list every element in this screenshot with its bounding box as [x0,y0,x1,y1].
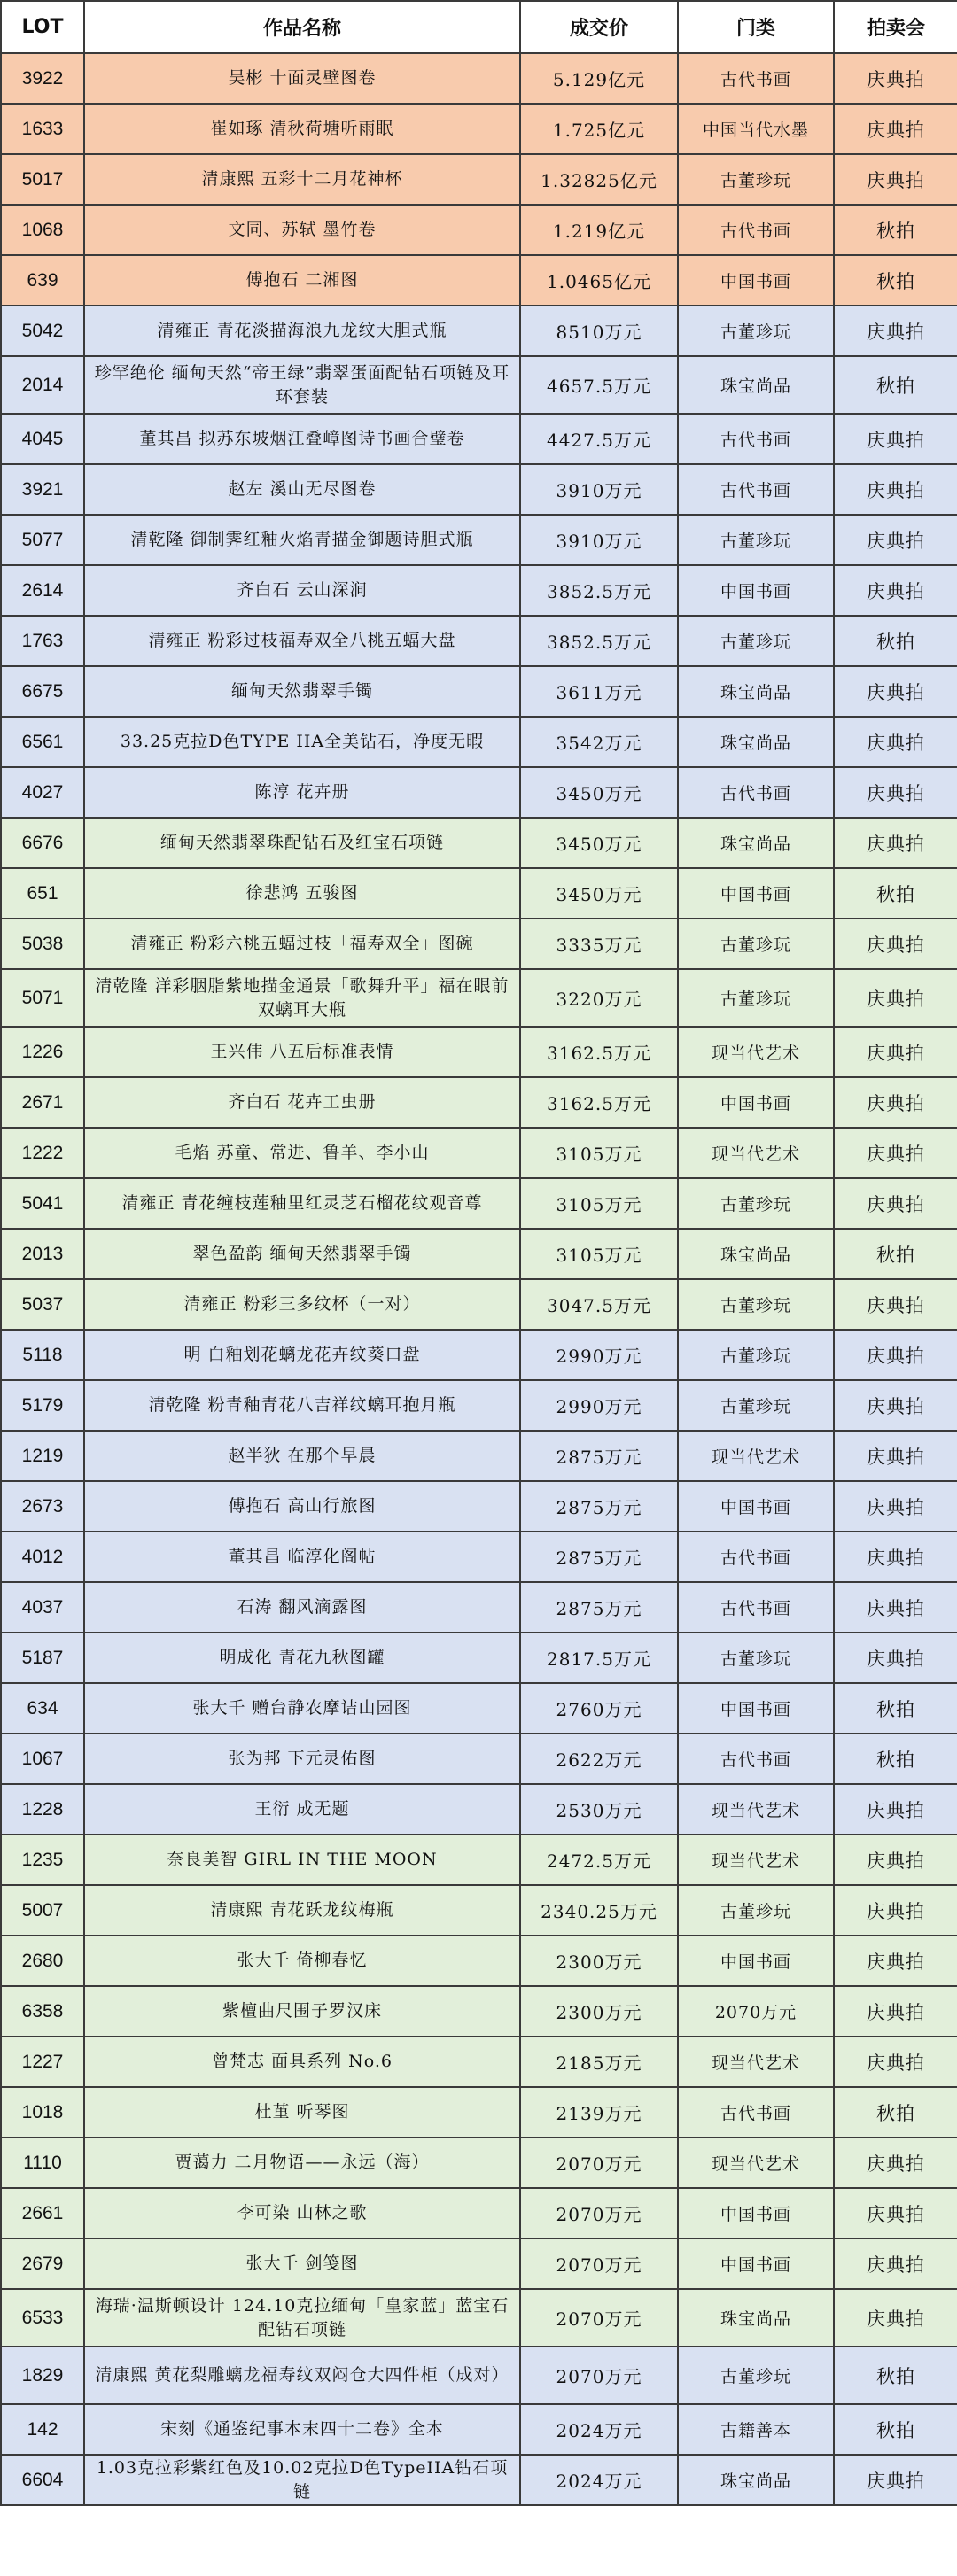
cell-session: 庆典拍 [834,1027,957,1077]
table-row [1,1936,957,1986]
cell-category: 珠宝尚品 [678,2455,834,2505]
table-body [1,53,957,2505]
cell-lot: 4012 [1,1532,84,1582]
cell-session: 庆典拍 [834,154,957,205]
cell-lot: 4027 [1,767,84,818]
cell-session: 庆典拍 [834,1582,957,1633]
cell-lot: 651 [1,868,84,919]
cell-category: 中国书画 [678,1481,834,1532]
header-name: 作品名称 [84,1,520,53]
cell-session: 庆典拍 [834,2289,957,2347]
cell-price: 1.219亿元 [520,205,678,255]
cell-name: 傅抱石 高山行旅图 [84,1481,520,1532]
cell-session: 秋拍 [834,868,957,919]
cell-name: 文同、苏轼 墨竹卷 [84,205,520,255]
cell-category: 中国书画 [678,1077,834,1128]
cell-name: 张大千 剑笺图 [84,2238,520,2289]
cell-name: 贾蔼力 二月物语——永远（海） [84,2138,520,2188]
cell-price: 3105万元 [520,1128,678,1178]
cell-lot: 1222 [1,1128,84,1178]
cell-price: 2070万元 [520,2238,678,2289]
cell-lot: 6676 [1,818,84,868]
cell-lot: 1228 [1,1784,84,1835]
cell-category: 古代书画 [678,464,834,515]
cell-session: 庆典拍 [834,2037,957,2087]
cell-category: 中国书画 [678,2188,834,2238]
cell-session: 秋拍 [834,1683,957,1734]
cell-name: 缅甸天然翡翠珠配钻石及红宝石项链 [84,818,520,868]
cell-category: 古代书画 [678,1532,834,1582]
cell-price: 2875万元 [520,1532,678,1582]
cell-lot: 4045 [1,414,84,464]
table-row [1,1582,957,1633]
cell-name: 李可染 山林之歌 [84,2188,520,2238]
cell-category: 古董珍玩 [678,919,834,969]
cell-price: 3162.5万元 [520,1027,678,1077]
cell-name: 清康熙 青花跃龙纹梅瓶 [84,1885,520,1936]
header-price: 成交价 [520,1,678,53]
cell-price: 2300万元 [520,1986,678,2037]
cell-category: 珠宝尚品 [678,666,834,717]
table-header-row [1,1,957,53]
cell-lot: 1227 [1,2037,84,2087]
cell-category: 现当代艺术 [678,1027,834,1077]
cell-price: 2875万元 [520,1582,678,1633]
cell-lot: 6533 [1,2289,84,2347]
table-row [1,616,957,666]
cell-lot: 2014 [1,356,84,414]
cell-price: 2817.5万元 [520,1633,678,1683]
cell-category: 古董珍玩 [678,154,834,205]
table-row [1,154,957,205]
cell-session: 庆典拍 [834,2188,957,2238]
table-row [1,1532,957,1582]
cell-lot: 1219 [1,1431,84,1481]
cell-session: 秋拍 [834,205,957,255]
cell-session: 庆典拍 [834,414,957,464]
table-row [1,104,957,154]
cell-price: 3852.5万元 [520,616,678,666]
cell-lot: 1068 [1,205,84,255]
cell-category: 古代书画 [678,1582,834,1633]
cell-price: 2990万元 [520,1330,678,1380]
cell-session: 庆典拍 [834,1279,957,1330]
cell-category: 现当代艺术 [678,1431,834,1481]
cell-category: 中国书画 [678,1936,834,1986]
table-row [1,1633,957,1683]
cell-name: 董其昌 拟苏东坡烟江叠嶂图诗书画合璧卷 [84,414,520,464]
cell-lot: 5118 [1,1330,84,1380]
cell-price: 3105万元 [520,1178,678,1229]
cell-name: 清雍正 粉彩六桃五蝠过枝「福寿双全」图碗 [84,919,520,969]
header-lot: LOT [1,1,84,53]
table-row [1,2455,957,2505]
cell-lot: 4037 [1,1582,84,1633]
cell-session: 庆典拍 [834,666,957,717]
cell-name: 1.03克拉彩紫红色及10.02克拉D色TypeIIA钻石项链 [84,2455,520,2505]
cell-session: 庆典拍 [834,2238,957,2289]
cell-category: 中国当代水墨 [678,104,834,154]
cell-category: 古董珍玩 [678,1330,834,1380]
table-row [1,2289,957,2347]
cell-name: 张大千 赠台静农摩诘山园图 [84,1683,520,1734]
table-row [1,1027,957,1077]
cell-session: 庆典拍 [834,1784,957,1835]
cell-category: 古董珍玩 [678,969,834,1027]
cell-category: 2070万元 [678,1986,834,2037]
cell-name: 张为邦 下元灵佑图 [84,1734,520,1784]
table-row [1,2037,957,2087]
cell-session: 庆典拍 [834,464,957,515]
cell-category: 珠宝尚品 [678,717,834,767]
cell-lot: 5037 [1,1279,84,1330]
cell-lot: 5077 [1,515,84,565]
cell-category: 古董珍玩 [678,515,834,565]
cell-category: 古董珍玩 [678,1279,834,1330]
cell-price: 5.129亿元 [520,53,678,104]
cell-session: 庆典拍 [834,306,957,356]
cell-lot: 2673 [1,1481,84,1532]
cell-name: 毛焰 苏童、常进、鲁羊、李小山 [84,1128,520,1178]
table-row [1,1279,957,1330]
cell-category: 古代书画 [678,414,834,464]
cell-name: 宋刻《通鉴纪事本末四十二卷》全本 [84,2404,520,2455]
table-row [1,2138,957,2188]
table-row [1,717,957,767]
cell-category: 现当代艺术 [678,1835,834,1885]
table-row [1,919,957,969]
cell-session: 庆典拍 [834,1986,957,2037]
cell-name: 崔如琢 清秋荷塘听雨眠 [84,104,520,154]
cell-price: 3910万元 [520,515,678,565]
cell-name: 33.25克拉D色TYPE IIA全美钻石，净度无暇 [84,717,520,767]
cell-price: 3105万元 [520,1229,678,1279]
cell-lot: 142 [1,2404,84,2455]
cell-name: 董其昌 临淳化阁帖 [84,1532,520,1582]
cell-name: 翠色盈韵 缅甸天然翡翠手镯 [84,1229,520,1279]
cell-session: 庆典拍 [834,104,957,154]
cell-category: 古代书画 [678,767,834,818]
cell-session: 庆典拍 [834,1481,957,1532]
cell-category: 古代书画 [678,53,834,104]
cell-price: 2530万元 [520,1784,678,1835]
cell-session: 庆典拍 [834,1077,957,1128]
cell-lot: 1226 [1,1027,84,1077]
cell-price: 8510万元 [520,306,678,356]
cell-lot: 1633 [1,104,84,154]
cell-price: 3047.5万元 [520,1279,678,1330]
cell-session: 庆典拍 [834,1936,957,1986]
cell-price: 1.0465亿元 [520,255,678,306]
table-row [1,868,957,919]
cell-session: 庆典拍 [834,969,957,1027]
cell-price: 3450万元 [520,868,678,919]
cell-price: 2070万元 [520,2347,678,2404]
cell-session: 庆典拍 [834,1885,957,1936]
cell-name: 珍罕绝伦 缅甸天然“帝王绿”翡翠蛋面配钻石项链及耳环套装 [84,356,520,414]
cell-price: 2760万元 [520,1683,678,1734]
cell-lot: 6675 [1,666,84,717]
cell-session: 庆典拍 [834,1178,957,1229]
cell-name: 明成化 青花九秋图罐 [84,1633,520,1683]
cell-name: 陈淳 花卉册 [84,767,520,818]
cell-lot: 634 [1,1683,84,1734]
cell-session: 秋拍 [834,1229,957,1279]
cell-lot: 639 [1,255,84,306]
cell-session: 庆典拍 [834,1835,957,1885]
cell-category: 珠宝尚品 [678,818,834,868]
cell-price: 2622万元 [520,1734,678,1784]
cell-session: 秋拍 [834,255,957,306]
cell-session: 庆典拍 [834,2455,957,2505]
cell-lot: 2013 [1,1229,84,1279]
cell-category: 现当代艺术 [678,2037,834,2087]
cell-category: 古籍善本 [678,2404,834,2455]
cell-name: 石涛 翻风滴露图 [84,1582,520,1633]
table-row [1,1077,957,1128]
cell-lot: 2680 [1,1936,84,1986]
cell-session: 庆典拍 [834,919,957,969]
cell-price: 2990万元 [520,1380,678,1431]
cell-category: 古代书画 [678,2087,834,2138]
cell-name: 清雍正 粉彩三多纹杯（一对） [84,1279,520,1330]
table-row [1,1330,957,1380]
cell-category: 古董珍玩 [678,2347,834,2404]
cell-lot: 1235 [1,1835,84,1885]
cell-name: 清康熙 黄花梨雕螭龙福寿纹双闷仓大四件柜（成对） [84,2347,520,2404]
cell-category: 中国书画 [678,565,834,616]
cell-price: 2024万元 [520,2455,678,2505]
cell-lot: 5187 [1,1633,84,1683]
cell-category: 珠宝尚品 [678,2289,834,2347]
cell-lot: 1829 [1,2347,84,2404]
cell-category: 古董珍玩 [678,1633,834,1683]
cell-name: 奈良美智 GIRL IN THE MOON [84,1835,520,1885]
cell-lot: 6604 [1,2455,84,2505]
cell-category: 古董珍玩 [678,1178,834,1229]
cell-price: 3450万元 [520,767,678,818]
cell-category: 现当代艺术 [678,1784,834,1835]
cell-lot: 2671 [1,1077,84,1128]
cell-price: 3542万元 [520,717,678,767]
cell-lot: 5017 [1,154,84,205]
cell-name: 清雍正 粉彩过枝福寿双全八桃五蝠大盘 [84,616,520,666]
cell-category: 现当代艺术 [678,2138,834,2188]
table-row [1,205,957,255]
cell-name: 杜堇 听琴图 [84,2087,520,2138]
cell-session: 庆典拍 [834,1330,957,1380]
cell-name: 清雍正 青花淡描海浪九龙纹大胆式瓶 [84,306,520,356]
table-row [1,1229,957,1279]
cell-lot: 2679 [1,2238,84,2289]
cell-name: 清乾隆 御制霁红釉火焰青描金御题诗胆式瓶 [84,515,520,565]
cell-lot: 2661 [1,2188,84,2238]
table-row [1,255,957,306]
cell-name: 赵左 溪山无尽图卷 [84,464,520,515]
cell-lot: 1763 [1,616,84,666]
cell-session: 庆典拍 [834,818,957,868]
cell-name: 吴彬 十面灵壁图卷 [84,53,520,104]
cell-name: 清康熙 五彩十二月花神杯 [84,154,520,205]
cell-lot: 5007 [1,1885,84,1936]
cell-price: 2070万元 [520,2138,678,2188]
cell-price: 4427.5万元 [520,414,678,464]
cell-price: 2875万元 [520,1481,678,1532]
cell-category: 古董珍玩 [678,616,834,666]
table-row [1,969,957,1027]
table-row [1,515,957,565]
cell-price: 3611万元 [520,666,678,717]
cell-category: 中国书画 [678,1683,834,1734]
cell-name: 紫檀曲尺围子罗汉床 [84,1986,520,2037]
cell-price: 2875万元 [520,1431,678,1481]
cell-price: 2340.25万元 [520,1885,678,1936]
cell-name: 王兴伟 八五后标准表情 [84,1027,520,1077]
table-row [1,1380,957,1431]
cell-category: 中国书画 [678,2238,834,2289]
cell-session: 庆典拍 [834,1431,957,1481]
cell-session: 秋拍 [834,616,957,666]
table-row [1,306,957,356]
cell-price: 4657.5万元 [520,356,678,414]
cell-session: 秋拍 [834,356,957,414]
header-category: 门类 [678,1,834,53]
cell-name: 赵半狄 在那个早晨 [84,1431,520,1481]
table-row [1,2188,957,2238]
cell-lot: 5071 [1,969,84,1027]
cell-name: 齐白石 云山深涧 [84,565,520,616]
cell-category: 古董珍玩 [678,1380,834,1431]
table-row [1,1178,957,1229]
table-row [1,464,957,515]
cell-lot: 3922 [1,53,84,104]
cell-name: 曾梵志 面具系列 No.6 [84,2037,520,2087]
cell-session: 庆典拍 [834,1380,957,1431]
cell-category: 古代书画 [678,205,834,255]
table-row [1,2404,957,2455]
cell-price: 2300万元 [520,1936,678,1986]
cell-price: 3910万元 [520,464,678,515]
table-row [1,2347,957,2404]
cell-name: 缅甸天然翡翠手镯 [84,666,520,717]
cell-lot: 6358 [1,1986,84,2037]
cell-name: 明 白釉划花螭龙花卉纹葵口盘 [84,1330,520,1380]
cell-name: 张大千 倚柳春忆 [84,1936,520,1986]
cell-session: 庆典拍 [834,2138,957,2188]
cell-lot: 5179 [1,1380,84,1431]
cell-price: 3852.5万元 [520,565,678,616]
cell-price: 2472.5万元 [520,1835,678,1885]
cell-price: 1.725亿元 [520,104,678,154]
cell-category: 古董珍玩 [678,306,834,356]
cell-lot: 5041 [1,1178,84,1229]
cell-price: 3162.5万元 [520,1077,678,1128]
table-row [1,1885,957,1936]
header-session: 拍卖会 [834,1,957,53]
table-row [1,1431,957,1481]
cell-category: 中国书画 [678,868,834,919]
table-row [1,818,957,868]
table-row [1,414,957,464]
table-row [1,1734,957,1784]
cell-price: 2070万元 [520,2289,678,2347]
cell-session: 秋拍 [834,2404,957,2455]
cell-name: 清雍正 青花缠枝莲釉里红灵芝石榴花纹观音尊 [84,1178,520,1229]
cell-category: 古董珍玩 [678,1885,834,1936]
cell-session: 庆典拍 [834,767,957,818]
cell-price: 2024万元 [520,2404,678,2455]
cell-lot: 1110 [1,2138,84,2188]
cell-category: 古代书画 [678,1734,834,1784]
cell-lot: 2614 [1,565,84,616]
cell-lot: 6561 [1,717,84,767]
cell-session: 庆典拍 [834,565,957,616]
cell-session: 庆典拍 [834,1532,957,1582]
cell-name: 清乾隆 粉青釉青花八吉祥纹螭耳抱月瓶 [84,1380,520,1431]
table-row [1,356,957,414]
table-row [1,1128,957,1178]
cell-price: 3450万元 [520,818,678,868]
cell-price: 1.32825亿元 [520,154,678,205]
table-row [1,666,957,717]
cell-category: 珠宝尚品 [678,356,834,414]
cell-session: 庆典拍 [834,717,957,767]
cell-lot: 3921 [1,464,84,515]
cell-name: 王衍 成无题 [84,1784,520,1835]
cell-name: 齐白石 花卉工虫册 [84,1077,520,1128]
table-row [1,1481,957,1532]
table-row [1,1784,957,1835]
cell-price: 2139万元 [520,2087,678,2138]
cell-session: 庆典拍 [834,1128,957,1178]
table-row [1,1986,957,2037]
cell-session: 庆典拍 [834,53,957,104]
cell-name: 徐悲鸿 五骏图 [84,868,520,919]
cell-name: 傅抱石 二湘图 [84,255,520,306]
table-row [1,1683,957,1734]
cell-lot: 1067 [1,1734,84,1784]
cell-session: 庆典拍 [834,515,957,565]
table-row [1,767,957,818]
cell-category: 中国书画 [678,255,834,306]
table-row [1,565,957,616]
cell-price: 3220万元 [520,969,678,1027]
table-row [1,1835,957,1885]
cell-name: 清乾隆 洋彩胭脂紫地描金通景「歌舞升平」福在眼前双螭耳大瓶 [84,969,520,1027]
cell-price: 3335万元 [520,919,678,969]
cell-session: 秋拍 [834,2347,957,2404]
cell-session: 秋拍 [834,1734,957,1784]
cell-category: 珠宝尚品 [678,1229,834,1279]
cell-price: 2070万元 [520,2188,678,2238]
cell-price: 2185万元 [520,2037,678,2087]
cell-session: 庆典拍 [834,1633,957,1683]
cell-lot: 5042 [1,306,84,356]
table-row [1,2238,957,2289]
cell-lot: 1018 [1,2087,84,2138]
table-row [1,2087,957,2138]
cell-category: 现当代艺术 [678,1128,834,1178]
cell-name: 海瑞·温斯顿设计 124.10克拉缅甸「皇家蓝」蓝宝石配钻石项链 [84,2289,520,2347]
cell-session: 秋拍 [834,2087,957,2138]
table-row [1,53,957,104]
cell-lot: 5038 [1,919,84,969]
